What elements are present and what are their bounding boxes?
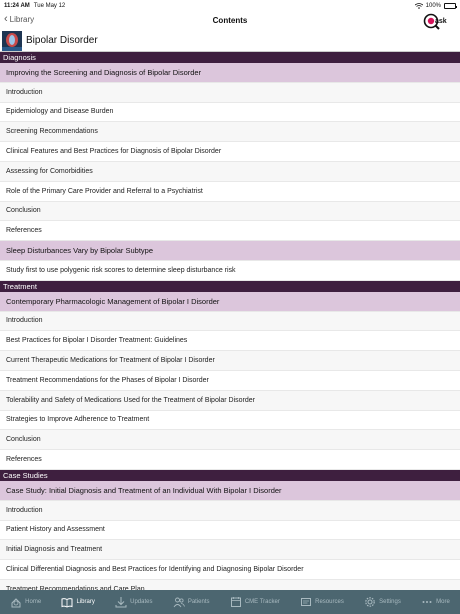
contents-list-item[interactable]: Patient History and Assessment (0, 521, 460, 541)
tab-label: Resources (315, 599, 344, 605)
chevron-left-icon: ‹ (4, 13, 8, 25)
contents-list-item[interactable]: Screening Recommendations (0, 122, 460, 142)
page-title: Contents (212, 16, 248, 25)
tab-label: Home (25, 599, 42, 605)
home-icon (10, 596, 22, 608)
contents-list-item[interactable]: Role of the Primary Care Provider and Referral to a Psychiatrist (0, 182, 460, 202)
article-title-row[interactable]: Contemporary Pharmacologic Management of Bipolar I Disorder (0, 292, 460, 312)
contents-list-item[interactable]: Tolerability and Safety of Medications Used for the Treatment of Bipolar Disorder (0, 391, 460, 411)
tab-label: Patients (187, 599, 210, 605)
wifi-icon (415, 3, 423, 9)
contents-list-item[interactable]: Conclusion (0, 430, 460, 450)
tab-resources[interactable] (300, 596, 344, 608)
resources-icon (300, 596, 312, 608)
contents-list-item[interactable]: Best Practices for Bipolar I Disorder Treatment: Guidelines (0, 331, 460, 351)
contents-list[interactable] (0, 52, 460, 590)
contents-list-item[interactable]: References (0, 450, 460, 470)
article-title-row[interactable]: Sleep Disturbances Vary by Bipolar Subtype (0, 241, 460, 261)
status-time: 11:24 AM (4, 3, 30, 9)
battery-icon (444, 3, 456, 9)
article-title-row[interactable]: Improving the Screening and Diagnosis of Bipolar Disorder (0, 63, 460, 83)
status-bar (0, 0, 460, 12)
contents-list-item[interactable]: Initial Diagnosis and Treatment (0, 540, 460, 560)
tab-label: Settings (379, 599, 401, 605)
nav-bar (0, 12, 460, 30)
tab-label: More (436, 599, 450, 605)
download-icon (115, 596, 127, 608)
tab-settings[interactable] (364, 596, 401, 608)
gear-icon (364, 596, 376, 608)
contents-list-item[interactable]: Introduction (0, 501, 460, 521)
book-title: Bipolar Disorder (26, 35, 98, 46)
contents-list-item[interactable]: References (0, 221, 460, 241)
ask-logo[interactable] (422, 12, 450, 30)
contents-list-item[interactable]: Treatment Recommendations and Care Plan (0, 580, 460, 590)
ask-logo-text: ask (435, 18, 447, 25)
tab-more[interactable] (421, 596, 450, 608)
contents-list-item[interactable]: Strategies to Improve Adherence to Treatment (0, 411, 460, 431)
more-icon (421, 596, 433, 608)
contents-list-item[interactable]: Epidemiology and Disease Burden (0, 103, 460, 123)
contents-list-item[interactable]: Conclusion (0, 202, 460, 222)
contents-list-item[interactable]: Assessing for Comorbidities (0, 162, 460, 182)
status-date: Tue May 12 (33, 3, 66, 9)
tab-cme-tracker[interactable] (230, 596, 280, 608)
contents-list-item[interactable]: Clinical Features and Best Practices for Diagnosis of Bipolar Disorder (0, 142, 460, 162)
section-header: Case Studies (0, 470, 460, 481)
contents-list-item[interactable]: Introduction (0, 83, 460, 103)
battery-percent: 100% (425, 3, 441, 9)
tab-label: Updates (130, 599, 153, 605)
section-header: Diagnosis (0, 52, 460, 63)
back-label: Library (9, 15, 35, 24)
contents-list-item[interactable]: Current Therapeutic Medications for Treatment of Bipolar I Disorder (0, 351, 460, 371)
tab-library[interactable] (61, 596, 94, 608)
tab-home[interactable] (10, 596, 41, 608)
contents-list-item[interactable]: Introduction (0, 312, 460, 332)
tab-bar (0, 590, 460, 614)
status-right (415, 3, 456, 9)
tab-label: Library (76, 599, 95, 605)
tab-updates[interactable] (115, 596, 152, 608)
library-icon (61, 596, 73, 608)
section-header: Treatment (0, 281, 460, 292)
cme-tracker-icon (230, 596, 242, 608)
contents-list-item[interactable]: Treatment Recommendations for the Phases of Bipolar I Disorder (0, 371, 460, 391)
book-header (0, 30, 460, 52)
tab-patients[interactable] (173, 596, 210, 608)
book-cover-icon (2, 31, 22, 51)
tab-label: CME Tracker (244, 599, 280, 605)
contents-list-item[interactable]: Study first to use polygenic risk scores to determine sleep disturbance risk (0, 261, 460, 281)
patients-icon (173, 596, 185, 608)
contents-list-item[interactable]: Clinical Differential Diagnosis and Best Practices for Identifying and Diagnosing Bipolar Disorder (0, 560, 460, 580)
article-title-row[interactable]: Case Study: Initial Diagnosis and Treatment of an Individual With Bipolar I Disorder (0, 481, 460, 501)
